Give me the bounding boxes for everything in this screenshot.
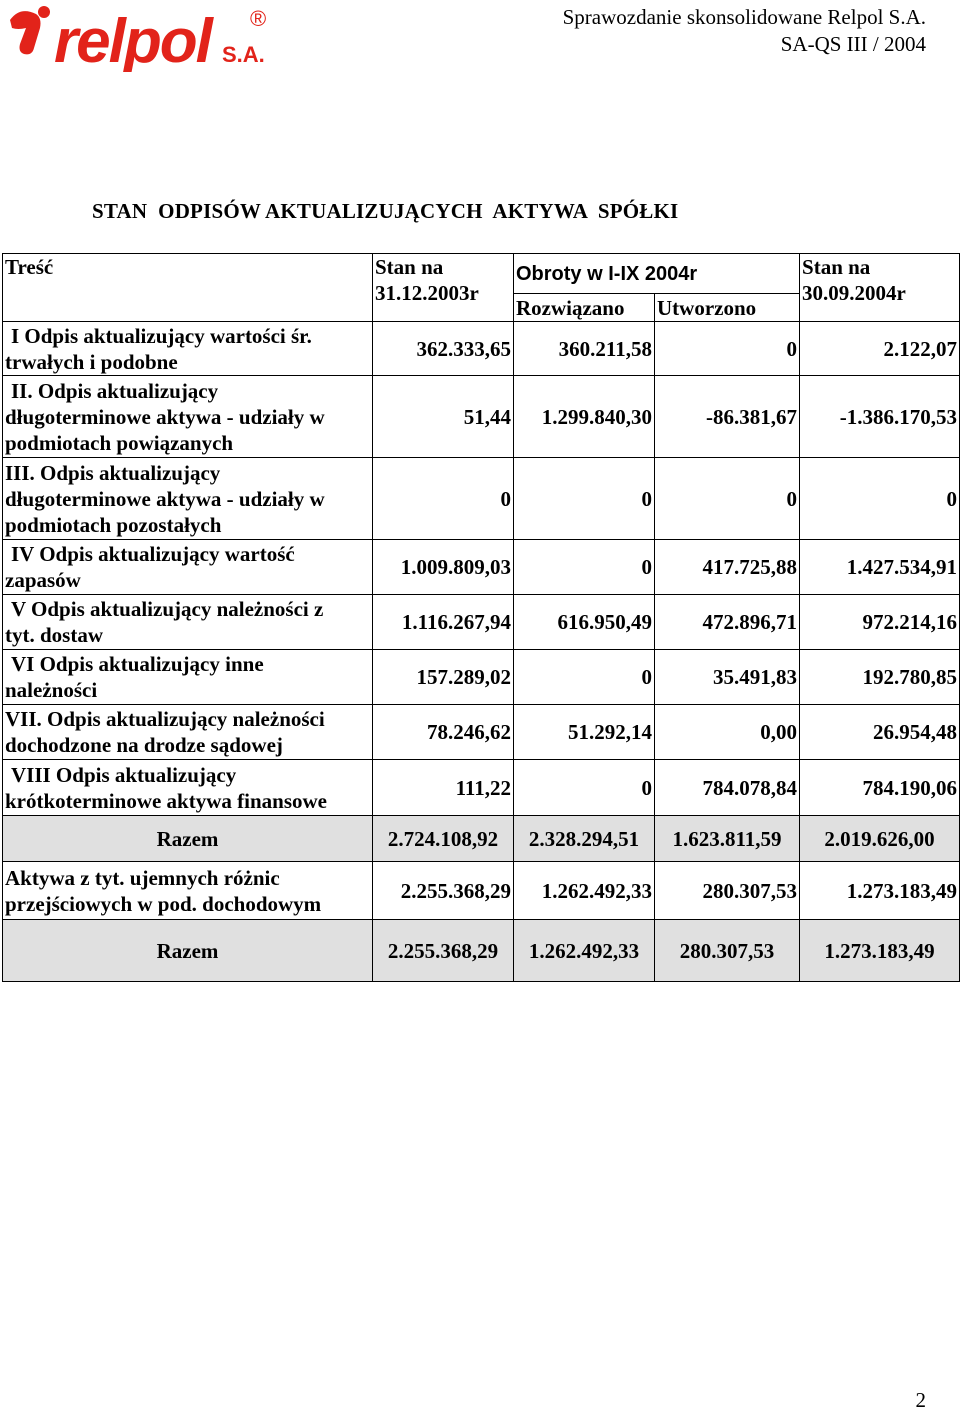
row-label [3, 862, 373, 920]
sum-rozwiazano: 1.262.492,33 [514, 920, 655, 982]
cell-stan-end: 0 [800, 458, 960, 540]
header-obroty: Obroty w I-IX 2004r [514, 254, 800, 294]
cell-utworzono: 0 [655, 458, 800, 540]
cell-stan-end: 784.190,06 [800, 760, 960, 816]
cell-stan-start: 111,22 [373, 760, 514, 816]
row-label-line: IV Odpis aktualizujący wartość [11, 542, 295, 566]
cell-utworzono: 0 [655, 322, 800, 376]
cell-stan-start: 157.289,02 [373, 650, 514, 705]
row-label-line: VIII Odpis aktualizujący [11, 762, 237, 787]
cell-utworzono: 35.491,83 [655, 650, 800, 705]
row-label [3, 650, 373, 705]
cell-rozwiazano: 616.950,49 [514, 595, 655, 650]
cell-stan-end: 972.214,16 [800, 595, 960, 650]
cell-stan-start: 1.009.809,03 [373, 540, 514, 595]
logo-wordmark: relpol [54, 7, 211, 72]
cell-utworzono: -86.381,67 [655, 376, 800, 458]
row-label [3, 322, 373, 376]
table-header-row [3, 254, 960, 294]
table-row [3, 540, 960, 595]
table-row [3, 760, 960, 816]
sum-row [3, 920, 960, 982]
sum-stan-start: 2.724.108,92 [373, 816, 514, 862]
table-row [3, 705, 960, 760]
table-row [3, 376, 960, 458]
cell-stan-start: 0 [373, 458, 514, 540]
cell-stan-start: 51,44 [373, 376, 514, 458]
cell-rozwiazano: 360.211,58 [514, 322, 655, 376]
row-label-line: należności [5, 678, 98, 702]
cell-rozwiazano: 1.262.492,33 [514, 862, 655, 920]
document-title: Sprawozdanie skonsolidowane Relpol S.A. [562, 5, 926, 29]
page-title: STAN ODPISÓW AKTUALIZUJĄCYCH AKTYWA SPÓŁKI [92, 199, 679, 223]
header-tresc: Treść [3, 254, 373, 322]
row-label-line: I Odpis aktualizujący wartości śr. [11, 323, 312, 348]
row-label [3, 376, 373, 458]
cell-stan-end: 1.427.534,91 [800, 540, 960, 595]
row-label-line: długoterminowe aktywa - udziały w [5, 486, 325, 511]
row-label-line: dochodzone na drodze sądowej [5, 733, 283, 757]
sum-rozwiazano: 2.328.294,51 [514, 816, 655, 862]
sum-row [3, 816, 960, 862]
relpol-mark-icon [10, 6, 50, 54]
row-label-line: VII. Odpis aktualizujący należności [5, 707, 325, 731]
cell-rozwiazano: 0 [514, 458, 655, 540]
sum-label: Razem [3, 920, 373, 982]
row-label [3, 458, 373, 540]
header-utworzono: Utworzono [655, 294, 800, 322]
row-label-line: VI Odpis aktualizujący inne [11, 652, 264, 676]
row-label-line: zapasów [5, 568, 81, 592]
logo-suffix: S.A. [222, 42, 265, 67]
row-label-line: krótkoterminowe aktywa finansowe [5, 788, 327, 813]
row-label [3, 705, 373, 760]
row-label-line: podmiotach pozostałych [5, 512, 222, 537]
table-row [3, 322, 960, 376]
sum-utworzono: 1.623.811,59 [655, 816, 800, 862]
table-row [3, 595, 960, 650]
row-label-line: przejściowych w pod. dochodowym [5, 891, 322, 916]
sum-stan-start: 2.255.368,29 [373, 920, 514, 982]
cell-stan-start: 362.333,65 [373, 322, 514, 376]
sum-stan-end: 2.019.626,00 [800, 816, 960, 862]
document-header [563, 4, 926, 58]
cell-rozwiazano: 1.299.840,30 [514, 376, 655, 458]
table-row [3, 458, 960, 540]
row-label [3, 760, 373, 816]
row-label-line: V Odpis aktualizujący należności z [11, 597, 324, 621]
row-label-line: III. Odpis aktualizujący [5, 460, 221, 485]
row-label-line: podmiotach powiązanych [5, 430, 234, 455]
cell-stan-start: 1.116.267,94 [373, 595, 514, 650]
cell-utworzono: 417.725,88 [655, 540, 800, 595]
write-downs-table [2, 253, 960, 982]
cell-stan-start: 78.246,62 [373, 705, 514, 760]
header-stan-start: Stan na 31.12.2003r [373, 254, 514, 322]
cell-utworzono: 0,00 [655, 705, 800, 760]
document-code: SA-QS III / 2004 [780, 32, 926, 56]
table-row [3, 862, 960, 920]
sum-stan-end: 1.273.183,49 [800, 920, 960, 982]
header-stan-end: Stan na 30.09.2004r [800, 254, 960, 322]
row-label-line: trwałych i podobne [5, 349, 178, 374]
sum-utworzono: 280.307,53 [655, 920, 800, 982]
cell-stan-end: 26.954,48 [800, 705, 960, 760]
row-label-line: długoterminowe aktywa - udziały w [5, 404, 325, 429]
cell-stan-end: 2.122,07 [800, 322, 960, 376]
row-label [3, 540, 373, 595]
table-row [3, 650, 960, 705]
registered-icon: ® [250, 6, 267, 31]
cell-utworzono: 280.307,53 [655, 862, 800, 920]
page-number: 2 [915, 1388, 926, 1412]
row-label-line: II. Odpis aktualizujący [11, 378, 219, 403]
cell-rozwiazano: 0 [514, 760, 655, 816]
relpol-logo [6, 2, 276, 72]
cell-stan-end: -1.386.170,53 [800, 376, 960, 458]
row-label-line: Aktywa z tyt. ujemnych różnic [5, 865, 280, 890]
cell-rozwiazano: 0 [514, 650, 655, 705]
row-label-line: tyt. dostaw [5, 623, 103, 647]
row-label [3, 595, 373, 650]
cell-stan-end: 1.273.183,49 [800, 862, 960, 920]
cell-rozwiazano: 51.292,14 [514, 705, 655, 760]
cell-stan-end: 192.780,85 [800, 650, 960, 705]
header-rozwiazano: Rozwiązano [514, 294, 655, 322]
cell-stan-start: 2.255.368,29 [373, 862, 514, 920]
sum-label: Razem [3, 816, 373, 862]
cell-rozwiazano: 0 [514, 540, 655, 595]
cell-utworzono: 472.896,71 [655, 595, 800, 650]
cell-utworzono: 784.078,84 [655, 760, 800, 816]
